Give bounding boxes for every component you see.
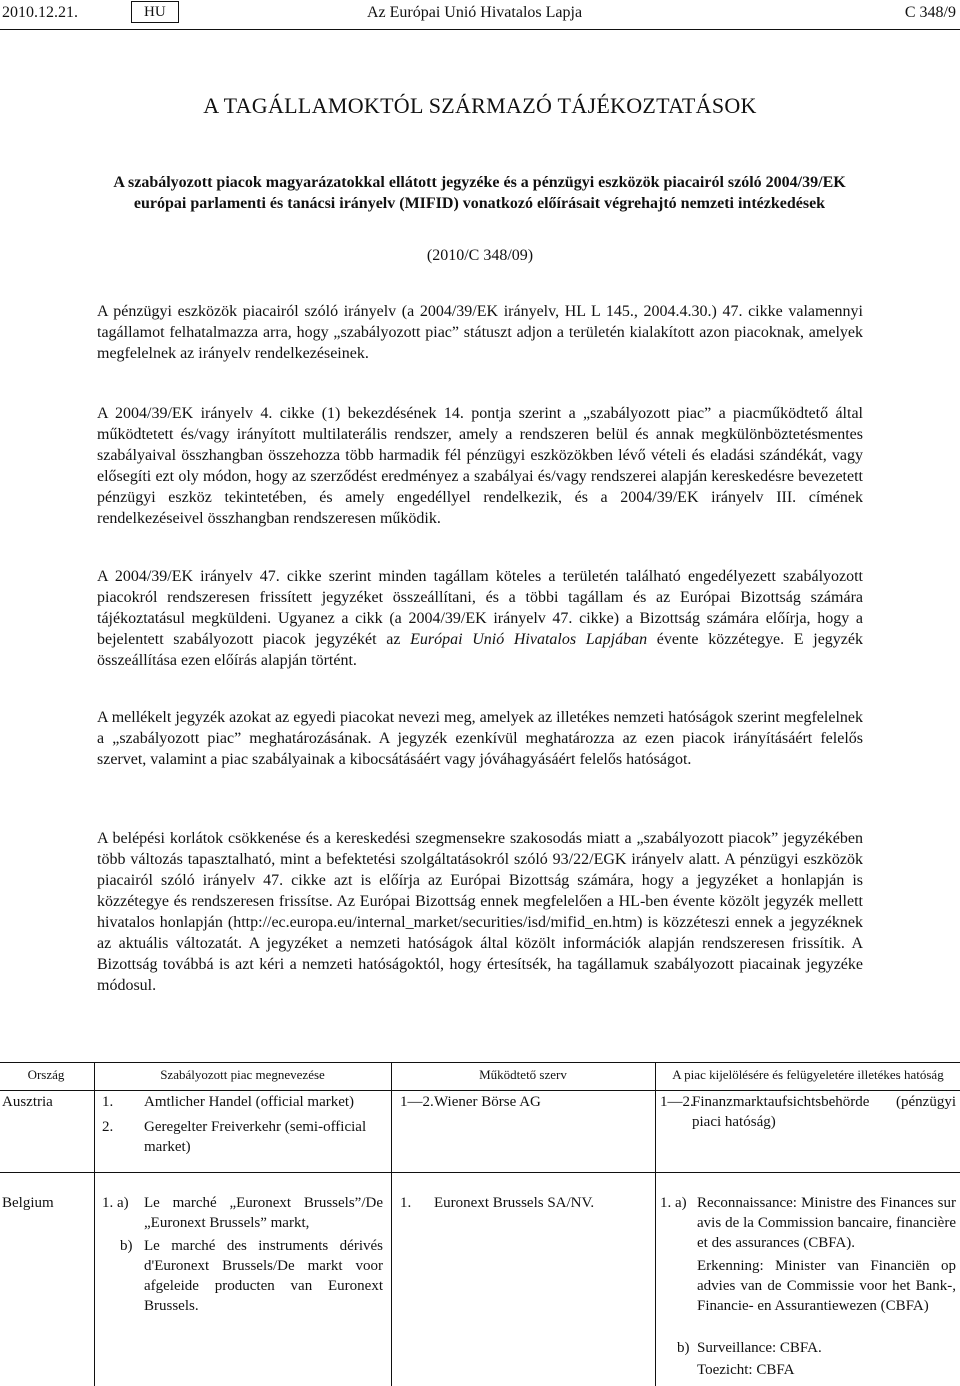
table-header-country: Ország	[27, 1067, 65, 1082]
paragraph-3-italic: Európai Unió Hivatalos Lapjában	[410, 631, 648, 648]
operator-name: Wiener Börse AG	[434, 1094, 541, 1110]
table-row-country: Ausztria	[2, 1094, 53, 1110]
paragraph-3-text-b: évente közzétegye. E jegyzék összeállítása ezen előírás alapján történt.	[97, 631, 864, 669]
paragraph-4: A mellékelt jegyzék azokat az egyedi piacokat nevezi meg, amelyek az illetékes nemzeti hatóságok szerint megfelelnek a „szabályozott piac” meghatározásának. A jegyzék ezenkívül meghatározza az ezen piacok irányításáért felelős szervet, valamint a piac szabályainak a kibocsátásáért vagy jóváhagyásáért felelős hatóságot.	[97, 709, 863, 768]
market-name: Geregelter Freiverkehr (semi-official market)	[144, 1119, 367, 1155]
table-column-divider	[94, 1062, 95, 1386]
authority-name: Toezicht: CBFA	[697, 1362, 795, 1378]
document-title: A szabályozott piacok magyarázatokkal ellátott jegyzéke és a pénzügyi eszközök piacairól szóló 2004/39/EK európai parlamenti és tanácsi irányelv (MIFID) vonatkozó előírásait végrehajtó nemzeti intézkedések	[113, 174, 846, 212]
header-rule	[0, 29, 960, 30]
table-column-divider	[391, 1062, 392, 1386]
market-name: Le marché des instruments dérivés d'Euronext Brussels/De markt voor afgeleide producten van Euronext Brussels.	[144, 1238, 383, 1314]
paragraph-3-text-a: A 2004/39/EK irányelv 47. cikke szerint minden tagállam köteles a területén található engedélyezett szabályozott piacokról rendszeresen frissített jegyzéket összeállítani, és a többi tagállam és az Európai Bizottság számára tájékoztatásul megküldeni. Ugyanez a cikk (a 2004/39/EK irányelv 47. cikke) a Bizottság számára előírja, hogy a bejelentett szabályozott piacok jegyzékét az	[97, 568, 863, 648]
paragraph-5: A belépési korlátok csökkenése és a kereskedési szegmensekre szakosodás miatt a „szabályozott piacok” jegyzékében több változás tapasztalható, mint a befektetési szolgáltatásokról szóló 93/22/EGK irányelv alatt. A pénzügyi eszközök piacairól szóló irányelv 47. cikke azt is előírja az Európai Bizottság számára, hogy a jegyzéket a honlapján is közzétegye és rendszeresen frissítse. Az Európai Bizottság ennek megfelelően a HL-ben évente közölt jegyzék mellett hivatalos honlapján (http://ec.europa.eu/internal_market/securities/isd/mifid_en.htm) is közzéteszi ennek a jegyzéknek az aktuális változatát. A jegyzéket a nemzeti hatóságok által közölt információk alapján rendszeresen frissítik. A Bizottság továbbá is azt kéri a nemzeti hatóságoktól, hogy értesítsék, ha tagállamuk szabályozott piacainak jegyzéke módosul.	[97, 830, 863, 994]
header-date: 2010.12.21.	[2, 4, 78, 21]
authority-number: b)	[677, 1340, 690, 1356]
authority-name: Erkenning: Minister van Financiën op advies van de Commissie voor het Bank-, Financie- en Assurantiewezen (CBFA)	[697, 1258, 956, 1314]
market-number: 2.	[102, 1119, 114, 1135]
table-column-divider	[655, 1062, 656, 1386]
paragraph-3	[97, 566, 863, 671]
table-row-country: Belgium	[2, 1195, 54, 1211]
operator-name: Euronext Brussels SA/NV.	[434, 1195, 595, 1211]
document-reference: (2010/C 348/09)	[426, 247, 534, 264]
authority-name: Reconnaissance: Ministre des Finances sur avis de la Commission bancaire, financière et des assurances (CBFA).	[697, 1195, 956, 1251]
operator-number: 1.	[400, 1195, 412, 1211]
authority-number: 1. a)	[660, 1195, 687, 1211]
market-number: 1.	[102, 1094, 114, 1110]
market-name: Amtlicher Handel (official market)	[144, 1094, 355, 1110]
paragraph-2: A 2004/39/EK irányelv 4. cikke (1) bekezdésének 14. pontja szerint a „szabályozott piac” a piacműködtető által működtetett és/vagy irányított multilaterális rendszer, amely a rendszeren belül és annak megkülönböztetésmentes szabályaival összhangban összehozza több harmadik fél pénzügyi eszközökben lévő vételi és eladási szándékát, vagy elősegíti ezt oly módon, hogy az szerződést eredményez a szabályai és/vagy rendszerei alapján kereskedésre bevezetett pénzügyi eszköz tekintetében, és amely engedéllyel rendelkezik, és a 2004/39/EK irányelv III. címének rendelkezéseivel összhangban rendszeresen működik.	[97, 405, 863, 527]
table-header-authority: A piac kijelölésére és felügyeletére illetékes hatóság	[672, 1067, 944, 1082]
market-name: Le marché „Euronext Brussels”/De „Euronext Brussels” markt,	[144, 1195, 383, 1231]
table-row-divider	[0, 1172, 960, 1173]
header-language-box: HU	[131, 1, 179, 23]
authority-name: Surveillance: CBFA.	[697, 1340, 822, 1356]
header-page-ref: C 348/9	[904, 4, 956, 21]
authority-name: Finanzmarktaufsichtsbehörde (pénzügyi piaci hatóság)	[692, 1094, 956, 1130]
page-header	[0, 0, 960, 30]
table-header-market: Szabályozott piac megnevezése	[160, 1067, 325, 1082]
paragraph-1: A pénzügyi eszközök piacairól szóló irányelv (a 2004/39/EK irányelv, HL L 145., 2004.4.30.) 47. cikke valamennyi tagállamot felhatalmazza arra, hogy „szabályozott piac” státuszt adjon a területén kialakított azon piacoknak, amelyek megfelelnek az irányelv rendelkezéseinek.	[97, 303, 863, 362]
section-title: A TAGÁLLAMOKTÓL SZÁRMAZÓ TÁJÉKOZTATÁSOK	[203, 93, 757, 118]
table-top-rule	[0, 1062, 960, 1063]
table-header-operator: Működtető szerv	[479, 1067, 567, 1082]
authority-number: 1—2.	[660, 1094, 694, 1110]
table-header-rule	[0, 1090, 960, 1091]
operator-number: 1—2.	[400, 1094, 434, 1110]
header-journal-title: Az Európai Unió Hivatalos Lapja	[367, 4, 583, 21]
market-number: b)	[120, 1238, 133, 1254]
market-number: 1. a)	[102, 1195, 129, 1211]
